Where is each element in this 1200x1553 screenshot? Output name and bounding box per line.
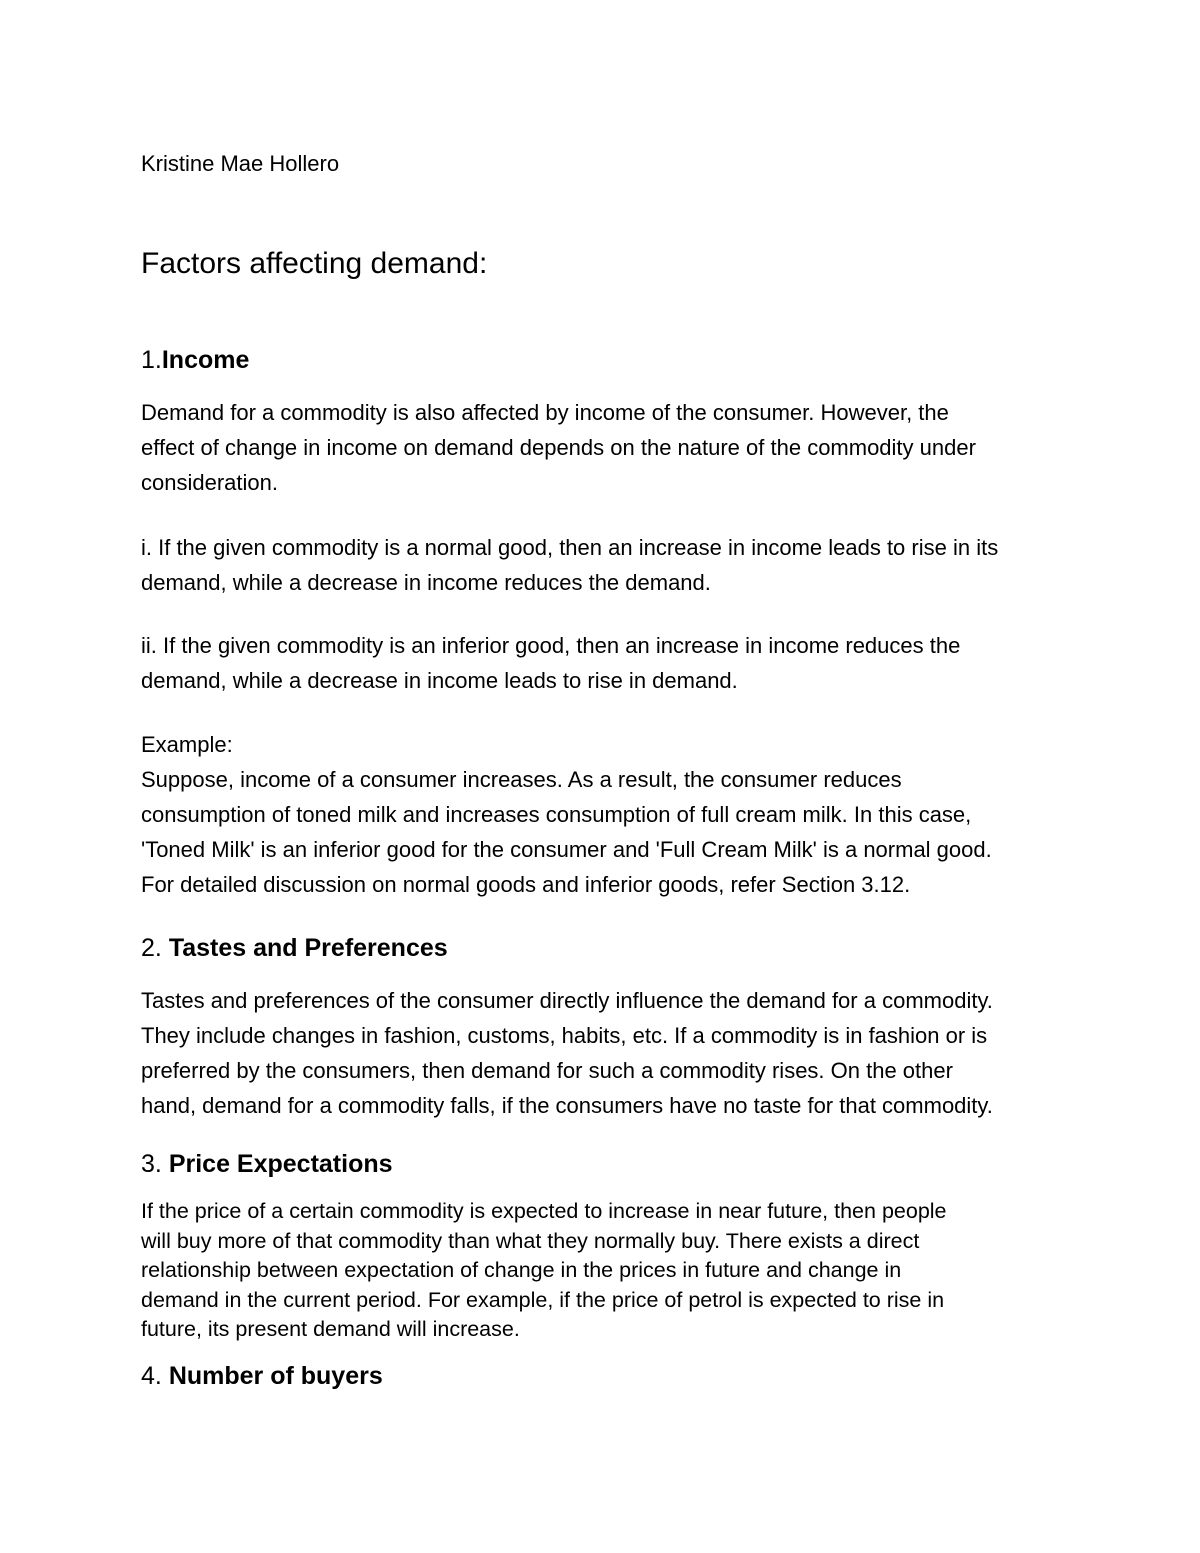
paragraph-line: demand, while a decrease in income reduces the demand. — [141, 570, 711, 595]
section-title: Number of buyers — [168, 1362, 383, 1390]
paragraph-line: relationship between expectation of change in the prices in future and change in — [141, 1258, 902, 1282]
income-example-paragraph — [141, 727, 1071, 902]
section-heading-tastes — [141, 932, 448, 964]
section-number: 4. — [141, 1362, 162, 1390]
paragraph-line: i. If the given commodity is a normal good, then an increase in income leads to rise in its — [141, 535, 999, 560]
paragraph-line: consideration. — [141, 470, 278, 495]
paragraph-line: hand, demand for a commodity falls, if the consumers have no taste for that commodity. — [141, 1093, 993, 1118]
section-heading-income — [141, 344, 249, 376]
income-point-ii-paragraph — [141, 628, 1071, 698]
paragraph-line: Demand for a commodity is also affected by income of the consumer. However, the — [141, 400, 949, 425]
paragraph-line: For detailed discussion on normal goods and inferior goods, refer Section 3.12. — [141, 872, 911, 897]
price-expectations-paragraph — [141, 1197, 1071, 1345]
section-heading-number-of-buyers — [141, 1360, 383, 1392]
paragraph-line: consumption of toned milk and increases consumption of full cream milk. In this case, — [141, 802, 972, 827]
paragraph-line: effect of change in income on demand depends on the nature of the commodity under — [141, 435, 976, 460]
author-name: Kristine Mae Hollero — [141, 151, 340, 176]
paragraph-line: 'Toned Milk' is an inferior good for the consumer and 'Full Cream Milk' is a normal good. — [141, 837, 992, 862]
document-title: Factors affecting demand: — [141, 247, 488, 280]
paragraph-line: preferred by the consumers, then demand for such a commodity rises. On the other — [141, 1058, 953, 1083]
paragraph-line: If the price of a certain commodity is expected to increase in near future, then people — [141, 1199, 947, 1223]
paragraph-line: will buy more of that commodity than what they normally buy. There exists a direct — [141, 1228, 920, 1253]
section-title: Price Expectations — [168, 1150, 393, 1178]
paragraph-line: ii. If the given commodity is an inferior good, then an increase in income reduces the — [141, 633, 961, 658]
example-label: Example: — [141, 732, 233, 757]
section-title: Income — [161, 346, 250, 374]
tastes-paragraph — [141, 983, 1071, 1123]
paragraph-line: Suppose, income of a consumer increases. As a result, the consumer reduces — [141, 767, 902, 792]
paragraph-line: demand in the current period. For example, if the price of petrol is expected to rise in — [141, 1287, 945, 1312]
paragraph-line: Tastes and preferences of the consumer directly influence the demand for a commodity. — [141, 988, 993, 1013]
section-heading-price-expectations — [141, 1148, 393, 1180]
income-intro-paragraph — [141, 395, 1071, 500]
section-number: 2. — [141, 934, 162, 962]
income-point-i-paragraph — [141, 530, 1071, 600]
paragraph-line: future, its present demand will increase. — [141, 1317, 520, 1341]
paragraph-line: demand, while a decrease in income leads to rise in demand. — [141, 668, 738, 693]
section-number: 1. — [141, 346, 162, 374]
section-title: Tastes and Preferences — [168, 934, 448, 962]
section-number: 3. — [141, 1150, 162, 1178]
paragraph-line: They include changes in fashion, customs, habits, etc. If a commodity is in fashion or is — [141, 1023, 988, 1048]
